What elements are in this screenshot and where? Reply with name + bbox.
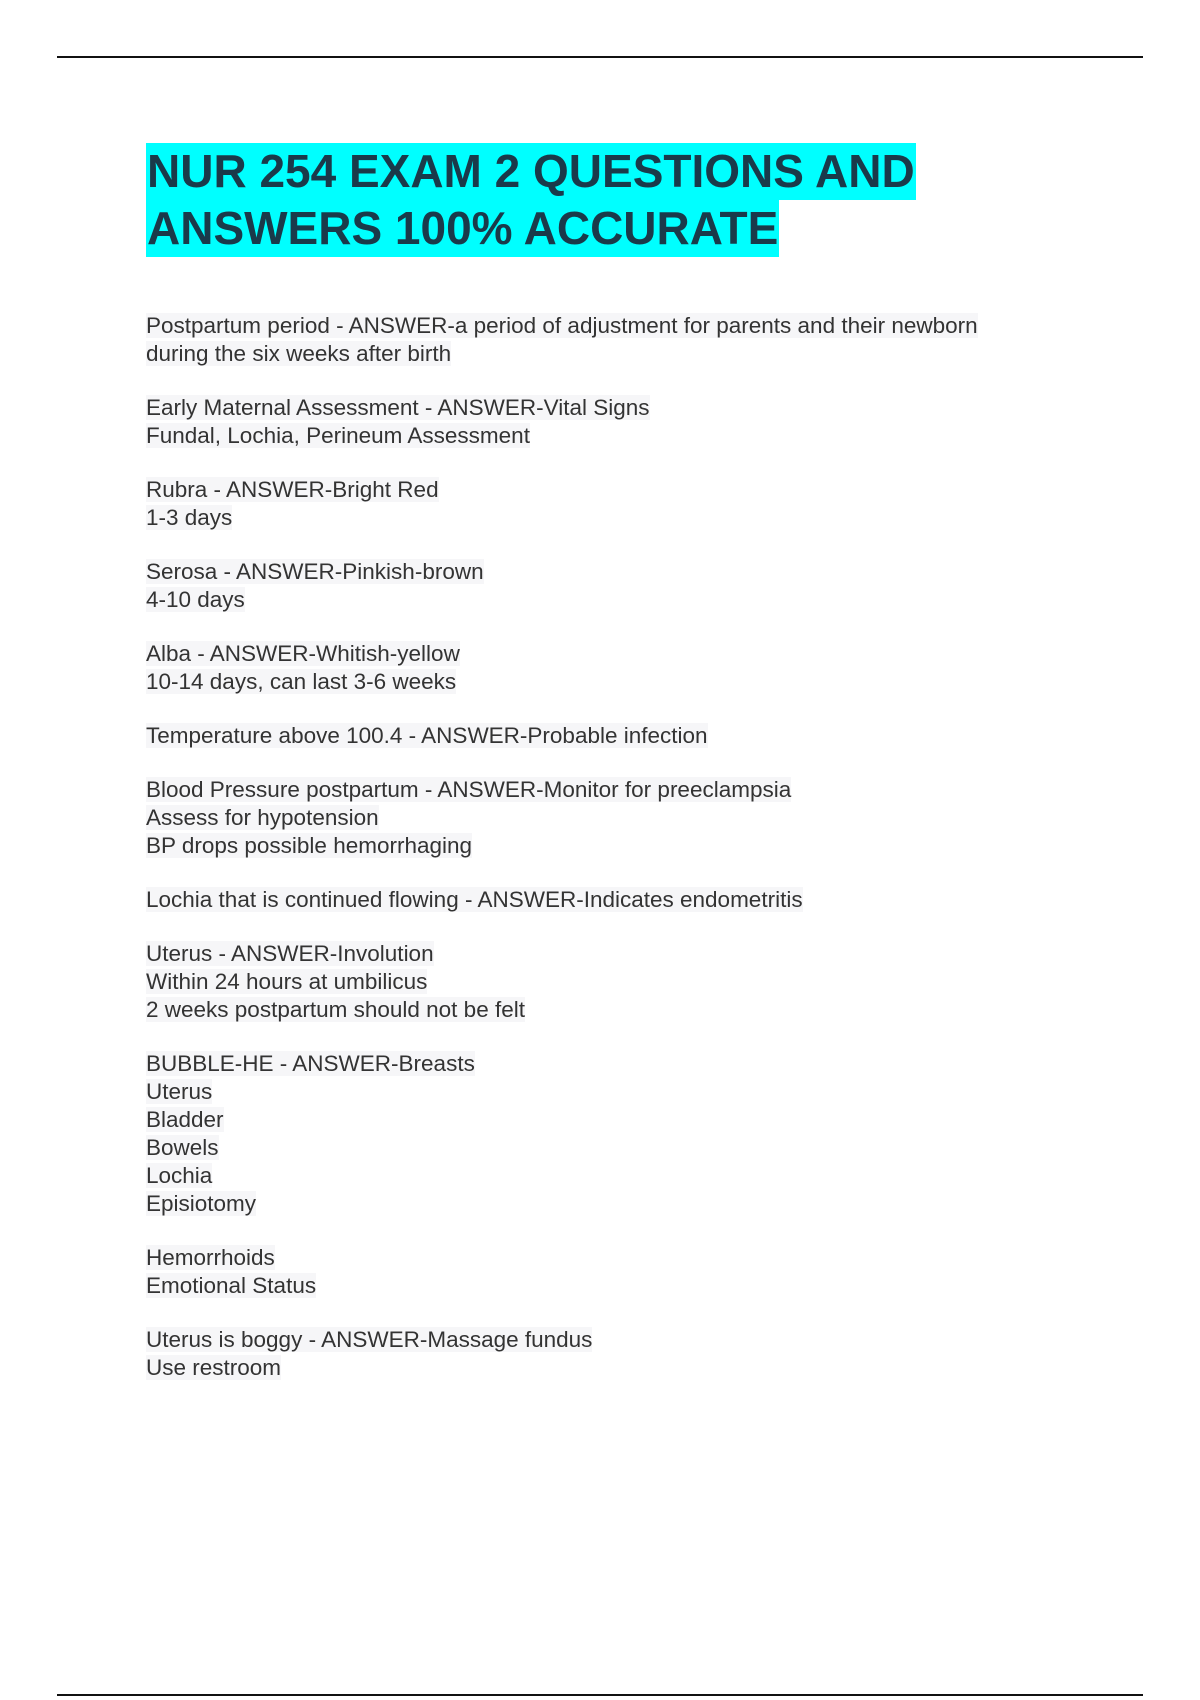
entry-text: 1-3 days: [146, 505, 233, 530]
qa-entry: [146, 312, 1146, 368]
qa-entry: [146, 558, 1146, 614]
qa-entry: [146, 1326, 1146, 1382]
entry-text: 10-14 days, can last 3-6 weeks: [146, 669, 457, 694]
entry-text: Assess for hypotension: [146, 805, 379, 830]
entry-text: Uterus - ANSWER-Involution: [146, 941, 434, 966]
entry-text: Postpartum period - ANSWER-a period of adjustment for parents and their newborn: [146, 313, 978, 338]
entry-text: 2 weeks postpartum should not be felt: [146, 997, 525, 1022]
qa-entry: [146, 940, 1146, 1024]
entry-text: Bowels: [146, 1135, 219, 1160]
bottom-rule: [57, 1694, 1143, 1696]
entry-text: Bladder: [146, 1107, 224, 1132]
entry-text: Blood Pressure postpartum - ANSWER-Monitor for preeclampsia: [146, 777, 792, 802]
qa-entry: [146, 886, 1146, 914]
entry-text: Emotional Status: [146, 1273, 317, 1298]
qa-entry: [146, 640, 1146, 696]
entry-text: BUBBLE-HE - ANSWER-Breasts: [146, 1051, 475, 1076]
qa-list: [146, 312, 1146, 1408]
qa-entry: [146, 1050, 1146, 1218]
entry-text: Lochia: [146, 1163, 213, 1188]
entry-text: Alba - ANSWER-Whitish-yellow: [146, 641, 460, 666]
entry-text: Use restroom: [146, 1355, 282, 1380]
entry-text: Uterus is boggy - ANSWER-Massage fundus: [146, 1327, 593, 1352]
entry-text: during the six weeks after birth: [146, 341, 452, 366]
entry-text: Episiotomy: [146, 1191, 257, 1216]
entry-text: Early Maternal Assessment - ANSWER-Vital Signs: [146, 395, 650, 420]
entry-text: BP drops possible hemorrhaging: [146, 833, 473, 858]
entry-text: Lochia that is continued flowing - ANSWER-Indicates endometritis: [146, 887, 803, 912]
entry-text: Uterus: [146, 1079, 213, 1104]
entry-text: 4-10 days: [146, 587, 245, 612]
entry-text: Rubra - ANSWER-Bright Red: [146, 477, 439, 502]
top-rule: [57, 56, 1143, 58]
entry-text: Hemorrhoids: [146, 1245, 275, 1270]
qa-entry: [146, 776, 1146, 860]
entry-text: Serosa - ANSWER-Pinkish-brown: [146, 559, 484, 584]
entry-text: Fundal, Lochia, Perineum Assessment: [146, 423, 530, 448]
qa-entry: [146, 394, 1146, 450]
entry-text: Temperature above 100.4 - ANSWER-Probable infection: [146, 723, 708, 748]
qa-entry: [146, 1244, 1146, 1300]
qa-entry: [146, 722, 1146, 750]
document-title: [146, 143, 916, 257]
title-line-1: NUR 254 EXAM 2 QUESTIONS AND: [146, 143, 916, 200]
title-line-2: ANSWERS 100% ACCURATE: [146, 200, 779, 257]
entry-text: Within 24 hours at umbilicus: [146, 969, 428, 994]
qa-entry: [146, 476, 1146, 532]
